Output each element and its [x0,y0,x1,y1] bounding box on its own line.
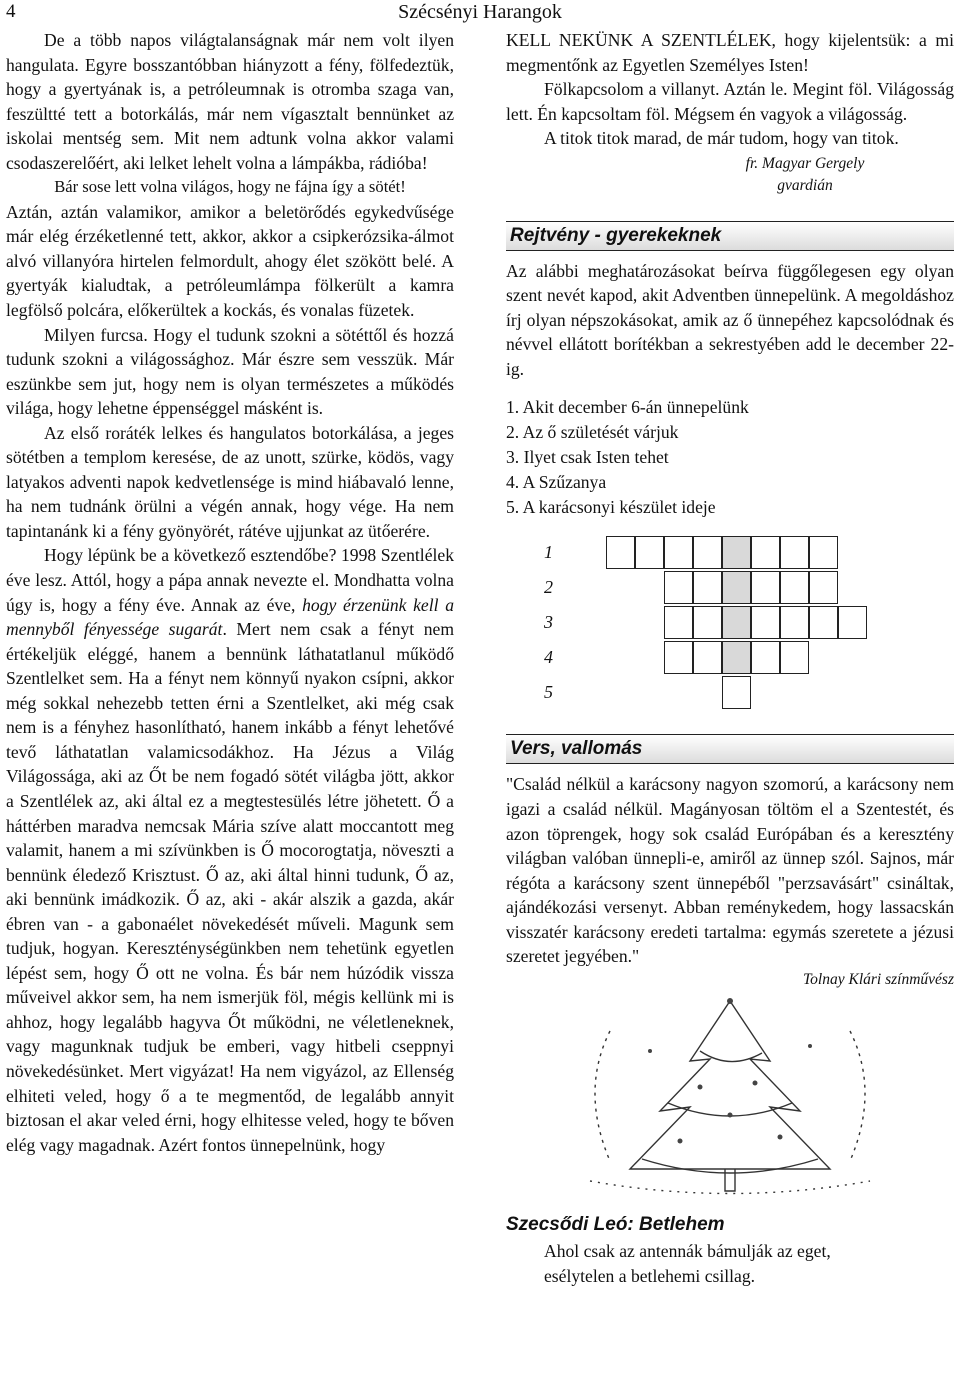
crossword-cell[interactable] [693,571,722,604]
puzzle-clue: 4. A Szűzanya [506,472,607,493]
crossword-cell[interactable] [809,606,838,639]
article-paragraph: Az első roráték lelkes és hangulatos botorkálása, a jeges sötétben a templom keresése, de az unott, szürke, ködös, vagy latyakos adventi napok kedvetlensége is mind hiábavaló lenne, ha nem tudnánk örülni a végén annak, hogy vége. Ha nem tapintanánk ki a fény gyönyörét, rátéve ujjunkat az ütőerére. [6,422,454,541]
article-paragraph: Fölkapcsolom a villanyt. Aztán le. Megint föl. Világosság lett. Én kapcsoltam föl. Mégsem én vagyok a világosság. [506,79,954,124]
crossword-cell[interactable] [664,536,693,569]
article-exclamation: Bár sose lett volna világos, hogy ne fájna így a sötét! [54,177,406,197]
puzzle-clue: 5. A karácsonyi készület ideje [506,497,716,518]
author-role: gvardián [777,176,833,194]
crossword-cell[interactable] [693,641,722,674]
page-number: 4 [6,1,16,22]
puzzle-heading: Rejtvény - gyerekeknek [506,221,954,251]
crossword-cell[interactable] [780,536,809,569]
page-header [0,0,960,26]
row-number: 3 [544,612,553,633]
quote-text: "Család nélkül a karácsony nagyon szomorú, a karácsony nem igazi a család nélkül. Magányosan töltöm el a Szentestét, és azon töprengek, hogy sok család Európában és a keresztény világban valóban ünnepli-e, amiről az ünnep szól. Sajnos, már régóta a karácsony szent ünnepéből "perzsavásárt" csináltak, ajándékozási versenyt. Abban reménykedem, hogy lassacskán visszatér karácsony eredeti tartalma: egymás szeretete a jézusi szeretet jegyében." [506,774,954,967]
article-paragraph: A titok titok marad, de már tudom, hogy van titok. [544,128,899,149]
crossword-cell[interactable] [751,641,780,674]
author-signature: fr. Magyar Gergely [745,154,865,172]
article-paragraph: De a több napos világtalanságnak már nem volt ilyen hangulata. Egyre bosszantóbban hiányzott a fény, fölfedeztük, hogy a gyertyának is, a petróleumnak is otromba szaga van, feszültté tett a botorkálás, már nem vígasztalt bennünket az iskolai mentség sem. Mit nem adtunk volna akkor valami csodaszerelőért, aki lelket lehelt volna a lámpákba, rádióba! [6,30,454,173]
crossword-cell[interactable] [780,606,809,639]
poem-heading: Vers, vallomás [506,734,954,764]
crossword-grid [506,536,954,716]
crossword-cell[interactable] [693,606,722,639]
row-number: 1 [544,542,553,563]
puzzle-clue: 2. Az ő születését várjuk [506,422,679,443]
puzzle-clues [506,395,954,520]
row-number: 5 [544,682,553,703]
right-column [506,28,954,1288]
publication-title: Szécsényi Harangok [398,1,562,23]
crossword-cell[interactable] [809,571,838,604]
crossword-cell[interactable] [693,536,722,569]
quote-signature: Tolnay Klári színművész [802,970,954,988]
row-number: 4 [544,647,553,668]
betlehem-heading: Szecsődi Leó: Betlehem [506,1213,725,1235]
crossword-cell[interactable] [664,641,693,674]
crossword-key-cell[interactable] [722,676,751,709]
article-paragraph [6,543,454,1157]
article-text: Hogy lépünk be a következő esztendőbe? 1998 Szentlélek éve lesz. Attól, hogy a pápa annak nevezte el. Mondhatta volna úgy is, hogy a fény éve. Annak az éve, [6,545,454,615]
crossword-cell[interactable] [751,606,780,639]
crossword-cell[interactable] [751,571,780,604]
article-paragraph: Milyen furcsa. Hogy el tudunk szokni a sötéttől és hozzá tudunk szokni a világossághoz. Már észre sem vesszük. Már eszünkbe sem jut, hogy nem is olyan természetes a működés világa, hogy lehetne éppenséggel másként is. [6,324,454,419]
crossword-cell[interactable] [780,641,809,674]
crossword-key-cell[interactable] [722,536,751,569]
crossword-key-cell[interactable] [722,606,751,639]
christmas-tree-illustration [550,991,910,1201]
crossword-cell[interactable] [809,536,838,569]
crossword-cell[interactable] [664,571,693,604]
article-text: . Mert nem csak a fényt nem értékeljük eléggé, hanem a bennünk láthatatlanul működő Szentlelket sem. Ha a fényt nem könnyű nyakon csípni, akkor még sokkal nehezebb tetten érni a Szentlelket, aki még csak nem is a fényhez hasonlítható, hanem inkább a fényt lehetővé tevő láthatatlan valamicsodákhoz. Ha Jézus a Világ Világossága, aki az Őt be nem fogadó sötét világba jött, akkor a Szentlélek az, aki által ez a megtestesülés létre jöhetett. Ő a háttérben maradva nemcsak Mária szíve alatt moccantott meg valamit, hanem a mi szívünkben is Ő mocorogtatja, növeszti a bennünk éledező Krisztust. Ő az, aki által hinni tudunk, Ő az, aki bennünk imádkozik. Ő az, aki - akár alszik a gazda, akár ébren van - a gabonaélet növekedését műveli. Magunk sem tudjuk, hogyan. Kereszténységünkben nem tehetünk egyetlen lépést sem, hogy Ő ott ne volna. És bár nem húzódik vissza műveivel akkor sem, ha nem ismerjük föl, mégis kellünk mi is ahhoz, hogy legalább hagyva Őt működni, ne véletleneknek, vagy magunknak tudjuk be emberi, vagy hitbeli cseppnyi növekedésünket. Mert vigyázat! Ha nem vigyázol, az Ellenség elhiteti veled, hogy ő a te megmentőd, de legalább annyit biztosan el akar veled érni, hogy elhitesse veled, hogy te bőven elég vagy magadnak. Azért fontos ünnepelnünk, hogy [6,619,455,1155]
puzzle-clue: 1. Akit december 6-án ünnepelünk [506,397,749,418]
poem-line: esélytelen a betlehemi csillag. [544,1265,756,1286]
crossword-cell[interactable] [606,536,635,569]
article-emphasis: hogy érzenünk kell a mennyből fényessége sugarát [6,594,454,640]
crossword-cell[interactable] [780,571,809,604]
crossword-cell[interactable] [751,536,780,569]
crossword-cell[interactable] [838,606,867,639]
article-paragraph: KELL NEKÜNK A SZENTLÉLEK, hogy kijelentsük: a mi megmentőnk az Egyetlen Személyes Isten! [506,30,954,75]
left-column [6,28,454,1157]
puzzle-intro: Az alábbi meghatározásokat beírva függőlegesen egy olyan szent nevét kapod, akit Adventben ünnepelünk. A megoldáshoz írj olyan népszokásokat, amik az ő ünnepéhez kapcsolódnak és névvel ellátott borítékban a sekrestyében add le december 22-ig. [506,260,954,379]
crossword-key-cell[interactable] [722,571,751,604]
crossword-cell[interactable] [635,536,664,569]
puzzle-clue: 3. Ilyet csak Isten tehet [506,447,669,468]
article-paragraph: Aztán, aztán valamikor, amikor a beletörődés egykedvűsége már elég érzéketlenné tett, akkor, akkor a csipkerózsika-álmot alvó villanyóra hirtelen felmordult, ahogy élet szökött belé. A gyertyák kialudtak, a petróleumlámpa fölkerült a kamra legfölső polcára, előkerültek a kockás, és vonalas füzetek. [6,201,454,321]
row-number: 2 [544,577,553,598]
crossword-cell[interactable] [664,606,693,639]
crossword-key-cell[interactable] [722,641,751,674]
poem-line: Ahol csak az antennák bámulják az eget, [544,1241,831,1262]
